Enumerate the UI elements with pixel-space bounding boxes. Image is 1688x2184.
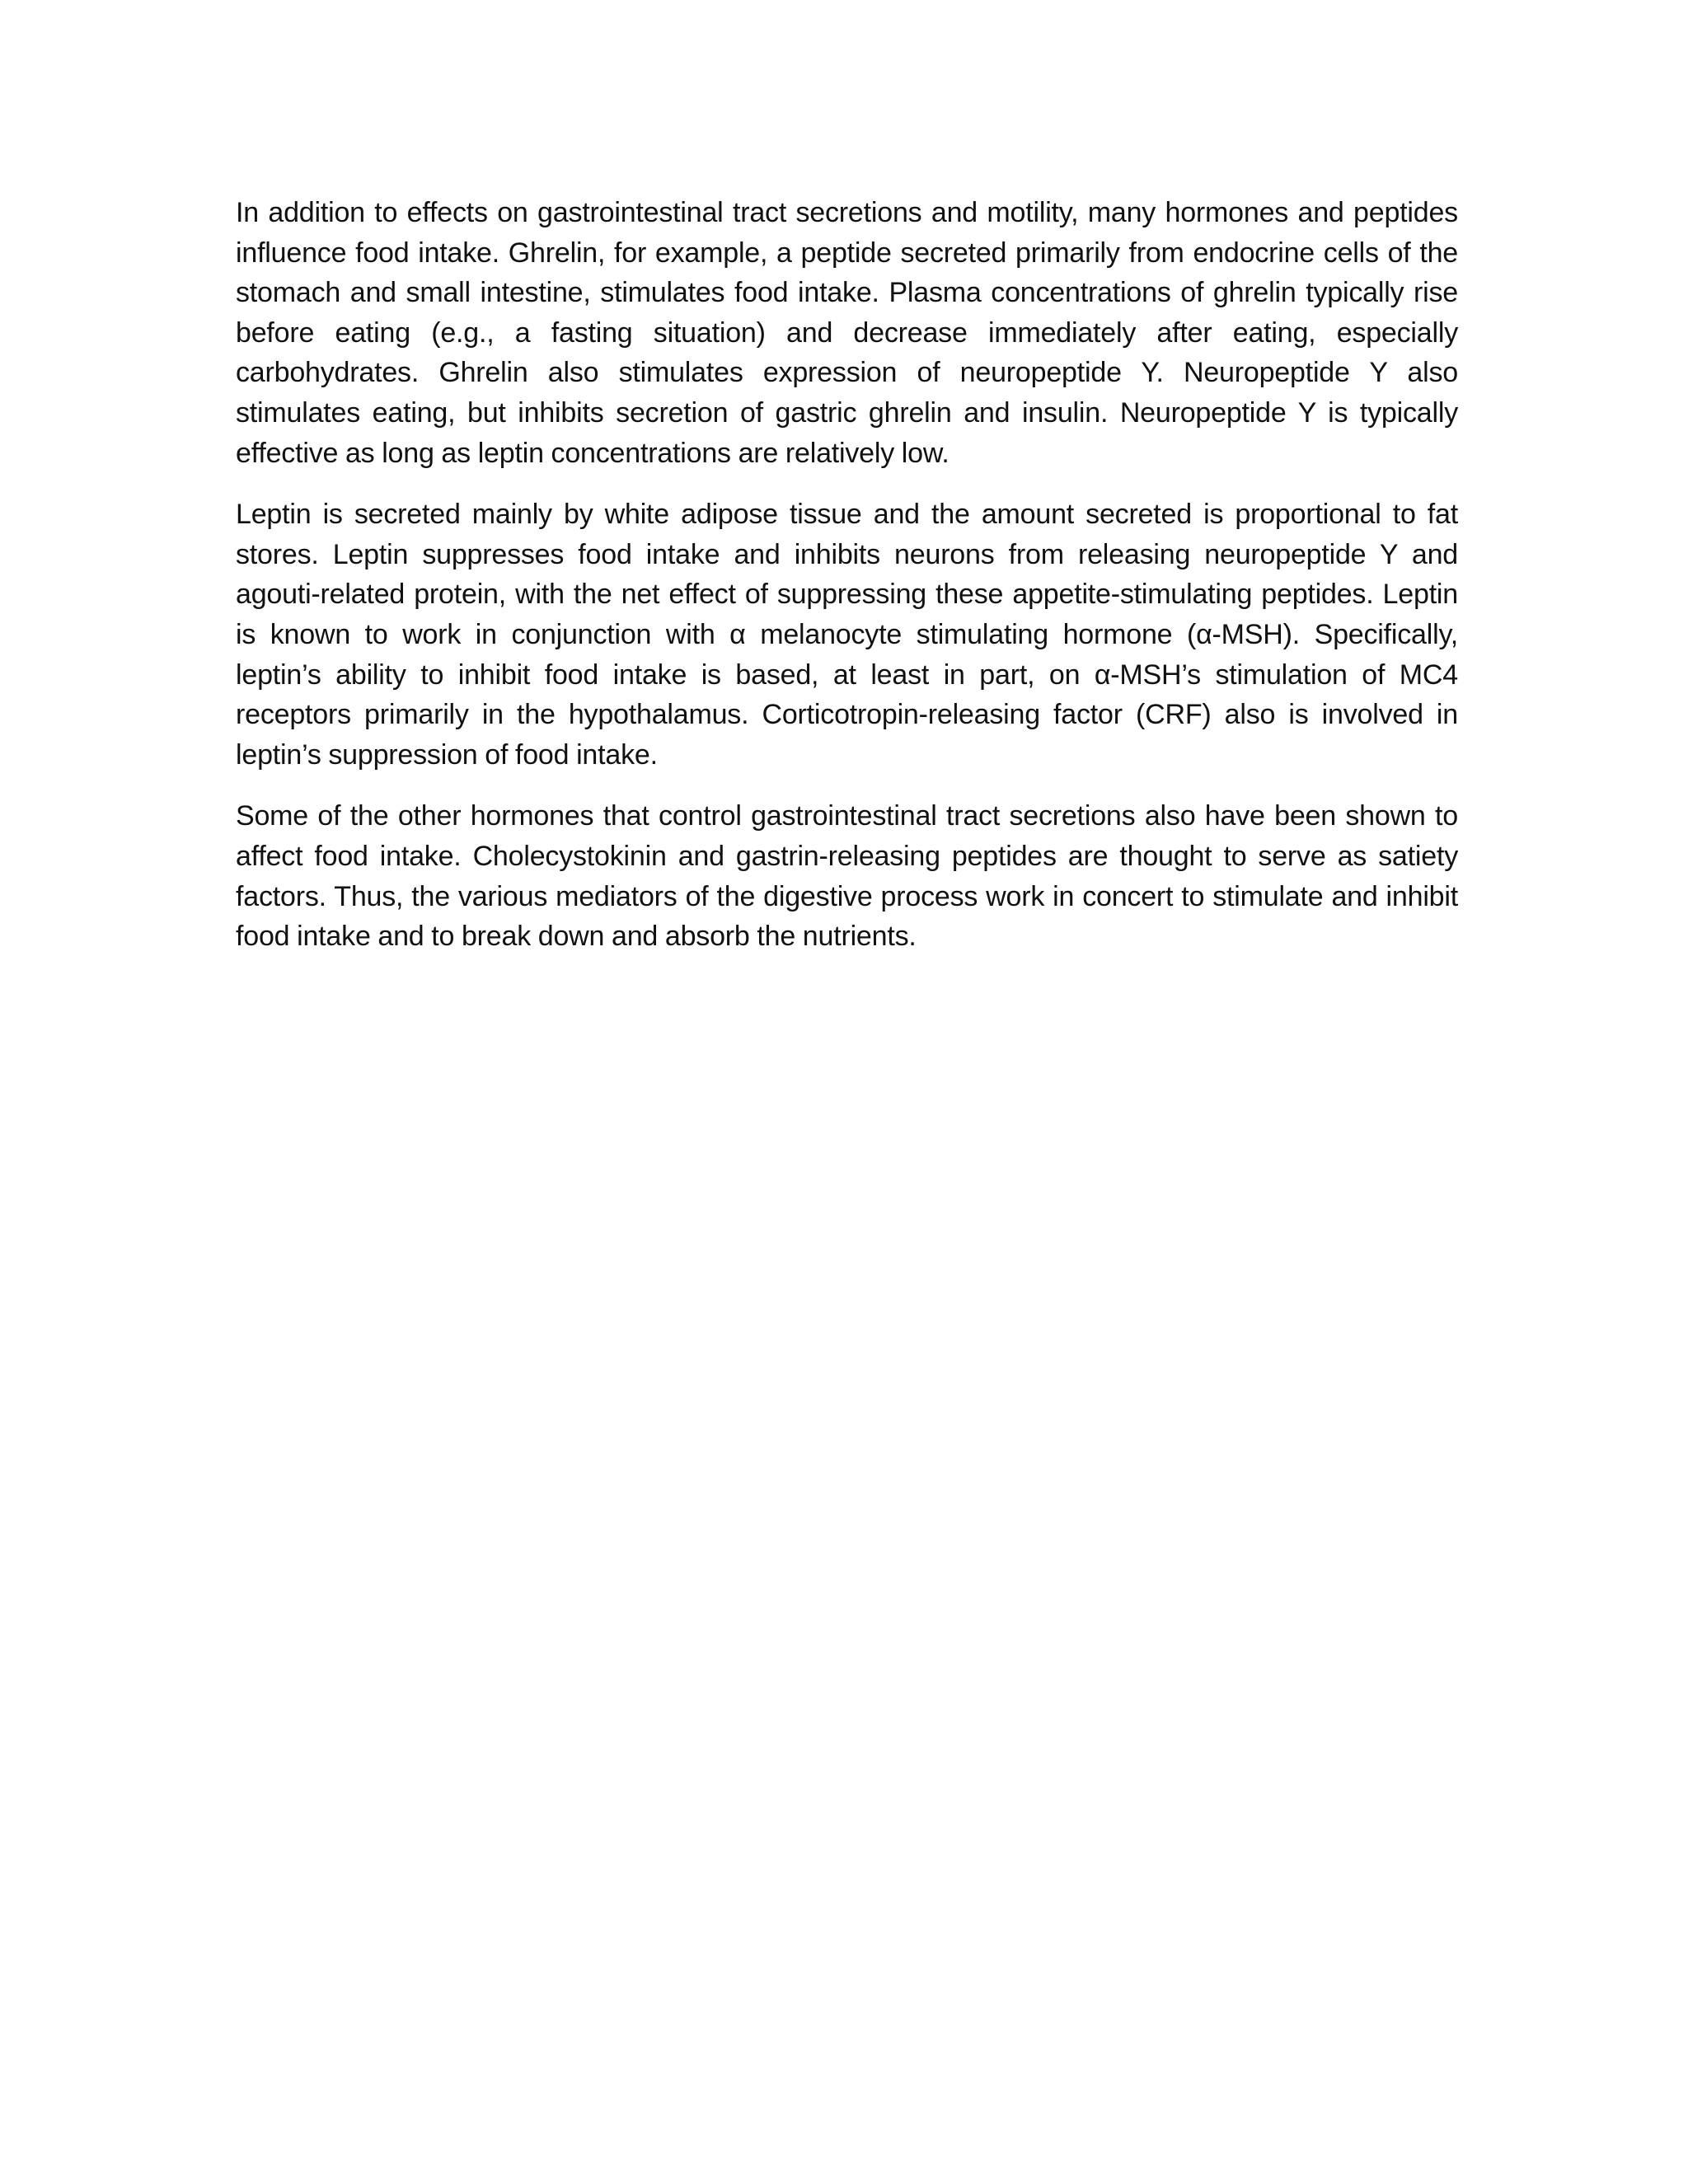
document-body (236, 193, 1458, 978)
paragraph-leptin: Leptin is secreted mainly by white adipose tissue and the amount secreted is proportional to fat stores. Leptin suppresses food intake and inhibits neurons from releasing neuropeptide Y and agouti-related protein, with the net effect of suppressing these appetite-stimulating peptides. Leptin is known to work in conjunction with α melanocyte stimulating hormone (α-MSH). Specifically, leptin’s ability to inhibit food intake is based, at least in part, on α-MSH’s stimulation of MC4 receptors primarily in the hypothalamus. Corticotropin-releasing factor (CRF) also is involved in leptin’s suppression of food intake. (236, 499, 1458, 771)
paragraph-other-hormones: Some of the other hormones that control gastrointestinal tract secretions also have been shown to affect food intake. Cholecystokinin and gastrin-releasing peptides are thought to serve as satiety factors. Thus, the various mediators of the digestive process work in concert to stimulate and inhibit food intake and to break down and absorb the nutrients. (236, 800, 1458, 953)
paragraph-ghrelin: In addition to effects on gastrointestinal tract secretions and motility, many hormones and peptides influence food intake. Ghrelin, for example, a peptide secreted primarily from endocrine cells of the stomach and small intestine, stimulates food intake. Plasma concentrations of ghrelin typically rise before eating (e.g., a fasting situation) and decrease immediately after eating, especially carbohydrates. Ghrelin also stimulates expression of neuropeptide Y. Neuropeptide Y also stimulates eating, but inhibits secretion of gastric ghrelin and insulin. Neuropeptide Y is typically effective as long as leptin concentrations are relatively low. (236, 197, 1458, 469)
